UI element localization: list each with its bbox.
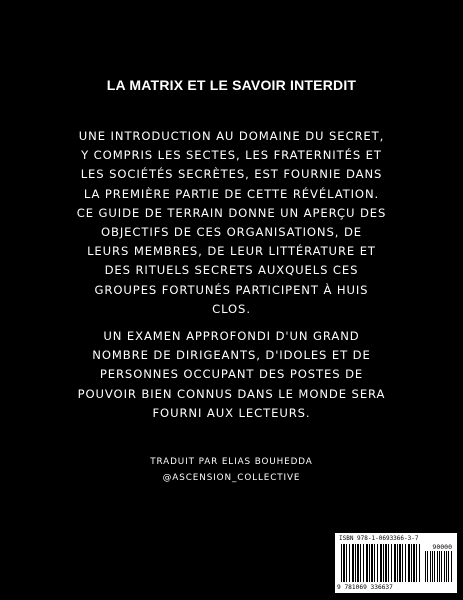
description-paragraph-2 [0,327,463,423]
barcode-number: 9 781069 336637 [337,584,393,591]
social-handle: @ASCENSION_COLLECTIVE [162,473,301,483]
paragraph-line: POUVOIR BIEN CONNUS DANS LE MONDE SERA [77,386,386,401]
paragraph-line: CLOS. [212,301,251,316]
isbn-label: ISBN 978-1-0693366-3-7 [339,535,419,542]
addon-barcode-icon [425,551,453,582]
credits [0,454,463,486]
price-code: 90000 [432,543,452,551]
paragraph-line: LEURS MEMBRES, DE LEUR LITTÉRATURE ET [87,244,376,259]
paragraph-line: NOMBRE DE DIRIGEANTS, D'IDOLES ET DE [92,348,371,363]
paragraph-line: GROUPES FORTUNÉS PARTICIPENT À HUIS [94,282,369,297]
paragraph-line: UN EXAMEN APPROFONDI D'UN GRAND [103,329,360,343]
paragraph-line: PERSONNES OCCUPANT DES POSTES DE [99,367,364,382]
translator-credit: TRADUIT PAR ELIAS BOUHEDDA [150,457,313,467]
paragraph-line: FOURNI AUX LECTEURS. [152,405,311,420]
paragraph-line: OBJECTIFS DE CES ORGANISATIONS, DE [100,225,362,240]
page-title: LA MATRIX ET LE SAVOIR INTERDIT [106,77,357,93]
isbn-barcode-box [335,533,457,593]
paragraph-line: CE GUIDE DE TERRAIN DONNE UN APERÇU DES [76,205,387,220]
paragraph-line: LES SOCIÉTÉS SECRÈTES, EST FOURNIE DANS [80,167,383,182]
description-paragraph-1 [0,127,463,319]
paragraph-line: Y COMPRIS LES SECTES, LES FRATERNITÉS ET [81,148,382,163]
paragraph-line: LA PREMIÈRE PARTIE DE CETTE RÉVÉLATION. [83,186,380,201]
paragraph-line: UNE INTRODUCTION AU DOMAINE DU SECRET, [78,129,385,143]
barcode-icon [341,544,421,582]
paragraph-line: DES RITUELS SECRETS AUXQUELS CES [104,263,359,278]
